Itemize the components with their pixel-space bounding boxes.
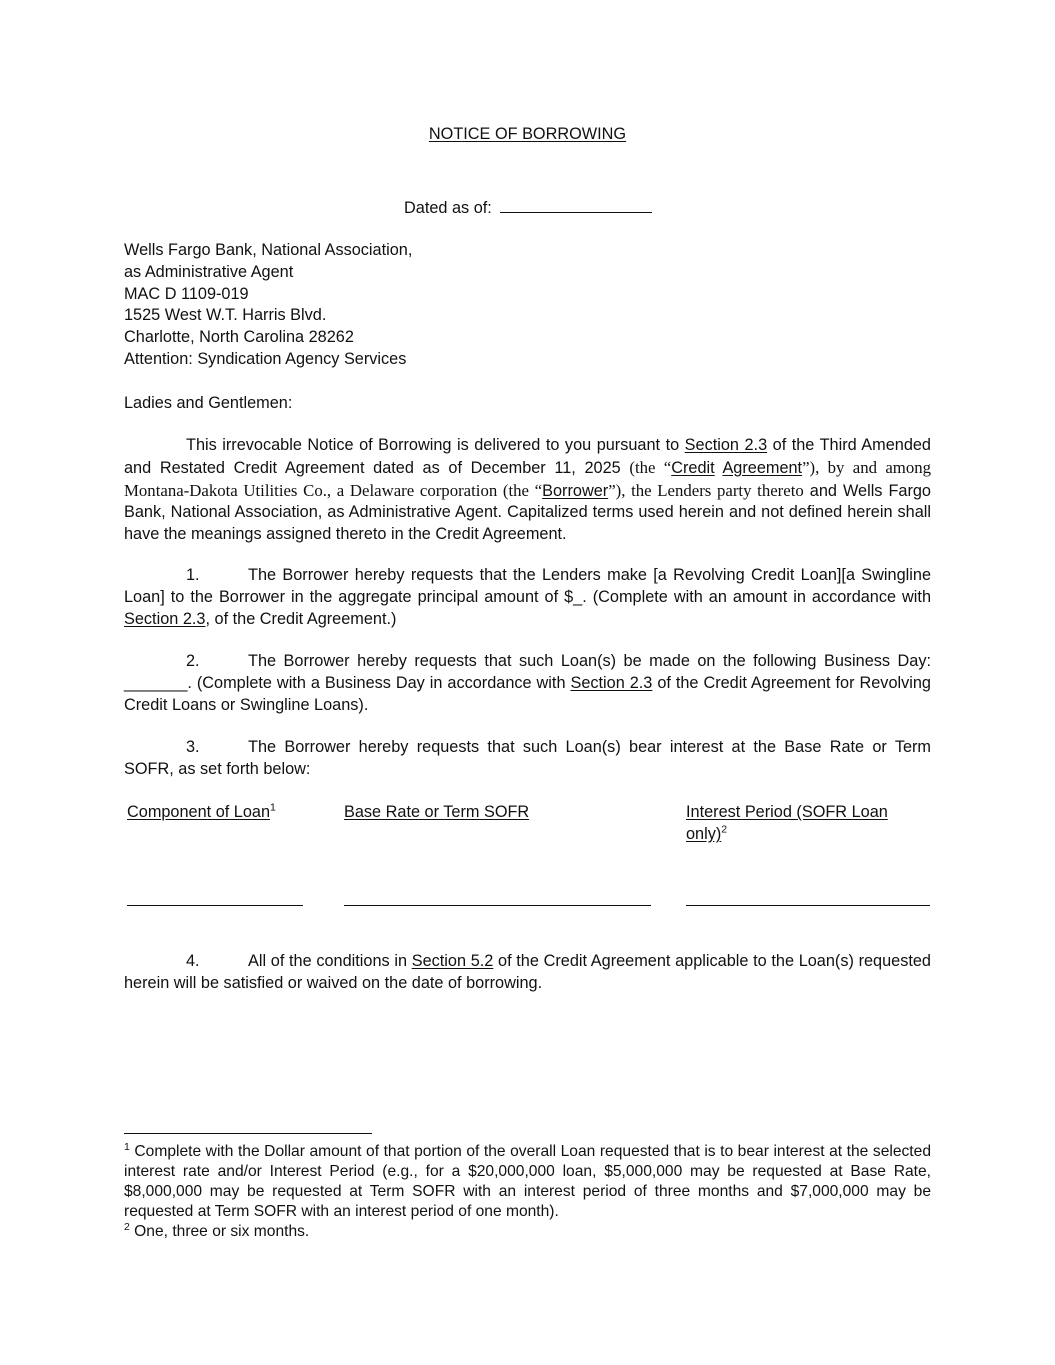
column-header-interest-period	[686, 801, 916, 845]
footnote-ref[interactable]: 1	[270, 801, 276, 814]
footnote-number: 2	[124, 1220, 130, 1233]
item-number: 2.	[186, 652, 200, 670]
item-number: 4.	[186, 952, 200, 970]
item-number: 1.	[186, 566, 200, 584]
defined-term-credit: Credit	[671, 458, 715, 477]
item-text: of the Credit Agreement for Revolving Credit Loans or Swingline Loans).	[124, 673, 931, 714]
address-line: MAC D 1109-019	[124, 284, 249, 303]
section-reference: Section 2.3	[124, 609, 206, 628]
intro-text: ”), the Lenders party thereto	[608, 480, 804, 500]
item-text: . (Complete with a Business Day in accordance with	[187, 673, 571, 692]
address-line: 1525 West W.T. Harris Blvd.	[124, 306, 327, 325]
intro-text: of the Third Amended and Restated Credit Agreement dated as of December 11, 2025	[124, 436, 931, 477]
business-day-blank[interactable]: _______	[124, 673, 188, 692]
column-header-text: Component of Loan	[127, 803, 271, 821]
intro-text: and Wells Fargo Bank, National Association, as Administrative Agent. Capitalized terms used herein and not defined herein shall have the meanings assigned thereto in the Credit Agreement.	[124, 481, 931, 544]
footnote-number: 1	[124, 1140, 130, 1153]
footnote-2	[124, 1222, 931, 1242]
document-title	[0, 125, 1055, 144]
item-text: of the Credit Agreement applicable to the Loan(s) requested herein will be satisfied or waived on the date of borrowing.	[124, 952, 931, 992]
item-3-paragraph	[124, 737, 931, 781]
address-block	[124, 240, 412, 371]
section-reference: Section 2.3	[570, 673, 653, 692]
item-4-paragraph	[124, 951, 931, 995]
column-header-component	[127, 801, 276, 823]
column-header-text: Base Rate or Term SOFR	[344, 803, 530, 821]
salutation: Ladies and Gentlemen:	[124, 394, 293, 412]
address-line: Wells Fargo Bank, National Association,	[124, 241, 413, 259]
column-header-text: Interest Period (SOFR Loan only)	[686, 803, 888, 843]
footnote-text: One, three or six months.	[129, 1223, 310, 1240]
interest-period-fill-line[interactable]	[686, 905, 930, 906]
section-reference: Section 5.2	[411, 952, 494, 970]
footnote-separator	[124, 1133, 372, 1134]
item-text: The Borrower hereby requests that such Loan(s) be made on the following Business Day:	[248, 652, 931, 670]
address-line: Attention: Syndication Agency Services	[124, 349, 407, 368]
item-number: 3.	[186, 738, 200, 756]
defined-term-agreement: Agreement	[722, 458, 803, 477]
title-text: NOTICE OF BORROWING	[428, 125, 627, 143]
item-text: All of the conditions in	[248, 952, 412, 970]
footnote-text: Complete with the Dollar amount of that portion of the overall Loan requested that is to bear interest at the selected interest rate and/or Interest Period (e.g., for a $20,000,000 loan, $5,000,000 may be requested at Base Rate, $8,000,000 may be requested at Term SOFR with an interest period of three months and $7,000,000 may be requested at Term SOFR with an interest period of one month).	[124, 1143, 931, 1220]
component-fill-line[interactable]	[127, 905, 303, 906]
item-text: The Borrower hereby requests that the Lenders make [a Revolving Credit Loan][a Swingline Loan] to the Borrower in the aggregate principal amount of $_. (Complete with an amount in accordance with	[124, 566, 931, 606]
item-1-paragraph	[124, 565, 931, 630]
dated-label: Dated as of:	[404, 199, 492, 217]
column-header-rate	[344, 801, 529, 823]
address-line: as Administrative Agent	[124, 262, 294, 281]
intro-paragraph	[124, 435, 931, 546]
dated-as-of-line	[404, 199, 652, 218]
footnote-ref[interactable]: 2	[721, 823, 728, 836]
intro-text: Dakota Utilities Co., a Delaware corporation (the “	[189, 480, 543, 500]
intro-text: ”), by and among Montana-	[124, 457, 932, 500]
intro-text: This irrevocable Notice of Borrowing is delivered to you pursuant to	[186, 436, 685, 454]
item-text: The Borrower hereby requests that such Loan(s) bear interest at the Base Rate or Term SOFR, as set forth below:	[124, 738, 931, 778]
footnote-1	[124, 1142, 931, 1222]
item-2-paragraph	[124, 651, 931, 716]
address-line: Charlotte, North Carolina 28262	[124, 328, 354, 347]
item-text: , of the Credit Agreement.)	[205, 609, 397, 628]
date-blank[interactable]	[500, 212, 652, 213]
section-reference: Section 2.3	[684, 436, 768, 454]
defined-term-borrower: Borrower	[542, 481, 609, 500]
intro-text: (the “	[629, 457, 672, 477]
rate-fill-line[interactable]	[344, 905, 651, 906]
